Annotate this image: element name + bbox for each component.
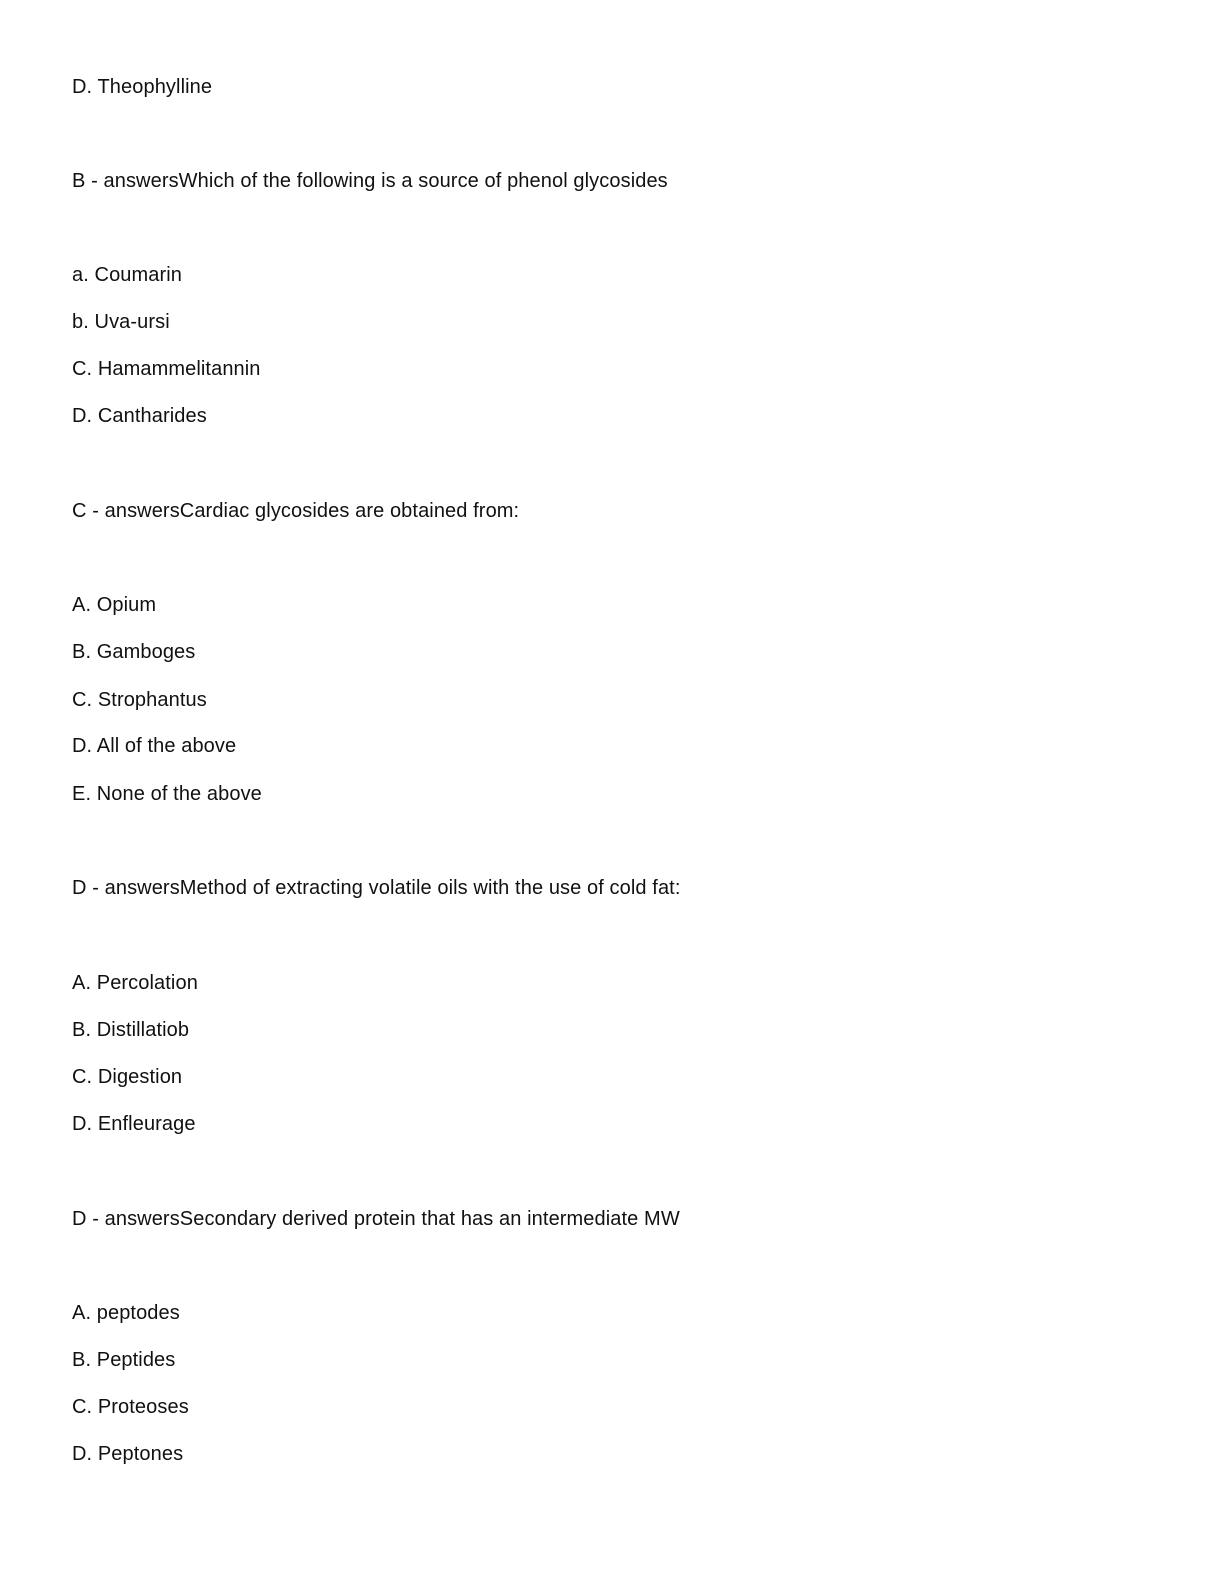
option-line: D. Theophylline xyxy=(72,76,213,98)
question-line: C - answersCardiac glycosides are obtained from: xyxy=(72,500,520,522)
option-line: A. Percolation xyxy=(72,972,198,994)
option-line: C. Proteoses xyxy=(72,1396,189,1418)
option-line: D. All of the above xyxy=(72,735,237,757)
option-line: D. Cantharides xyxy=(72,405,207,427)
option-line: A. Opium xyxy=(72,594,157,616)
option-line: B. Gamboges xyxy=(72,641,196,663)
option-line: B. Distillatiob xyxy=(72,1019,190,1041)
option-line: A. peptodes xyxy=(72,1302,180,1324)
option-line: C. Strophantus xyxy=(72,689,207,711)
option-line: D. Enfleurage xyxy=(72,1113,196,1135)
question-line: B - answersWhich of the following is a source of phenol glycosides xyxy=(72,170,668,192)
option-line: B. Peptides xyxy=(72,1349,176,1371)
option-line: C. Digestion xyxy=(72,1066,183,1088)
option-line: E. None of the above xyxy=(72,783,262,805)
question-line: D - answersSecondary derived protein that has an intermediate MW xyxy=(72,1208,680,1230)
option-line: a. Coumarin xyxy=(72,264,183,286)
question-line: D - answersMethod of extracting volatile oils with the use of cold fat: xyxy=(72,877,681,899)
option-line: D. Peptones xyxy=(72,1443,184,1465)
option-line: C. Hamammelitannin xyxy=(72,358,261,380)
option-line: b. Uva-ursi xyxy=(72,311,170,333)
